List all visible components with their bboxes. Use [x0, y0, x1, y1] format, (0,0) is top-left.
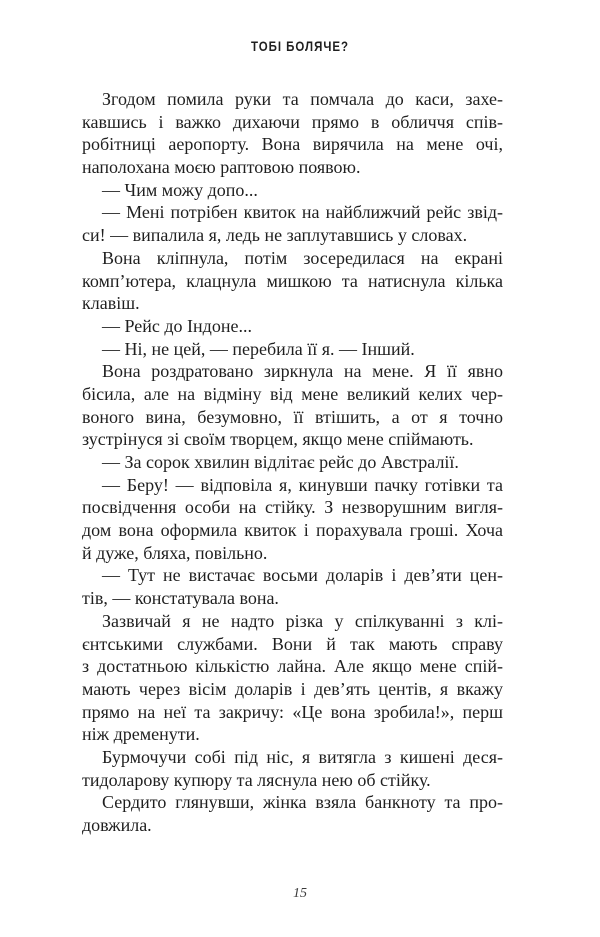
body-text [82, 88, 503, 837]
paragraph [82, 338, 503, 361]
paragraph [82, 201, 503, 246]
text-line: дом вона оформила квиток і порахувала гроші. Хоча [82, 520, 503, 541]
paragraph [82, 791, 503, 836]
text-line: довжила. [82, 815, 152, 835]
text-line: тидоларову купюру та ляснула нею об стійку. [82, 769, 431, 790]
page-number: 15 [293, 886, 307, 901]
text-line: Вона кліпнула, потім зосередилася на екрані [102, 247, 503, 268]
text-line: тів, — констатувала вона. [82, 588, 279, 609]
paragraph [82, 474, 503, 565]
paragraph [82, 247, 503, 315]
text-line: зустрінуся зі своїм творцем, якщо мене спіймають. [82, 429, 474, 450]
paragraph [82, 360, 503, 451]
paragraph [82, 564, 503, 609]
text-line: наполохана моєю раптовою появою. [82, 157, 361, 178]
text-line: Сердито глянувши, жінка взяла банкноту та про- [102, 792, 503, 813]
paragraph [82, 88, 503, 179]
text-line: й дуже, бляха, повільно. [82, 542, 268, 563]
text-line: — Чим можу допо... [102, 179, 258, 200]
text-line: — Мені потрібен квиток на найближчий рейс звід- [102, 202, 503, 223]
running-header: ТОБІ БОЛЯЧЕ? [250, 38, 350, 54]
text-line: посвідчення особи на стійку. З незворушним вигля- [82, 497, 503, 518]
text-line: з достатньою кількістю лайна. Але якщо мене спій- [82, 656, 503, 677]
text-line: Зазвичай я не надто різка у спілкуванні з клі- [102, 610, 503, 631]
text-line: прямо на неї та закричу: «Це вона зробила!», перш [82, 701, 503, 722]
text-line: Вона роздратовано зиркнула на мене. Я її явно [102, 361, 503, 382]
text-line: Бурмочучи собі під ніс, я витягла з кишені деся- [102, 746, 503, 767]
text-line: комп’ютера, клацнула мишкою та натиснула кілька [82, 270, 503, 291]
text-line: мають через вісім доларів і дев’ять центів, я вкажу [82, 678, 503, 699]
text-line: — Беру! — відповіла я, кинувши пачку готівки та [102, 474, 503, 495]
text-line: клавіш. [82, 293, 140, 314]
paragraph [82, 315, 503, 338]
text-line: — Рейс до Індоне... [102, 315, 252, 336]
text-line: — Ні, не цей, — перебила її я. — Інший. [102, 338, 415, 359]
paragraph [82, 451, 503, 474]
text-line: воного вина, безумовно, її втішить, а от я точно [82, 406, 503, 427]
paragraph [82, 746, 503, 791]
text-line: кавшись і важко дихаючи прямо в обличчя спів- [82, 111, 503, 132]
text-line: бісила, але на відміну від мене великий келих чер- [82, 383, 503, 404]
text-line: робітниці аеропорту. Вона вирячила на мене очі, [82, 134, 503, 155]
text-line: ніж дременути. [82, 724, 200, 745]
paragraph [82, 610, 503, 746]
text-line: си! — випалила я, ледь не заплутавшись у словах. [82, 225, 468, 246]
text-line: — Тут не вистачає восьми доларів і дев’яти цен- [102, 565, 503, 586]
text-line: — За сорок хвилин відлітає рейс до Австралії. [102, 452, 459, 472]
text-line: Згодом помила руки та помчала до каси, захе- [102, 89, 503, 109]
text-line: єнтськими службами. Вони й так мають справу [82, 633, 503, 654]
paragraph [82, 179, 503, 202]
